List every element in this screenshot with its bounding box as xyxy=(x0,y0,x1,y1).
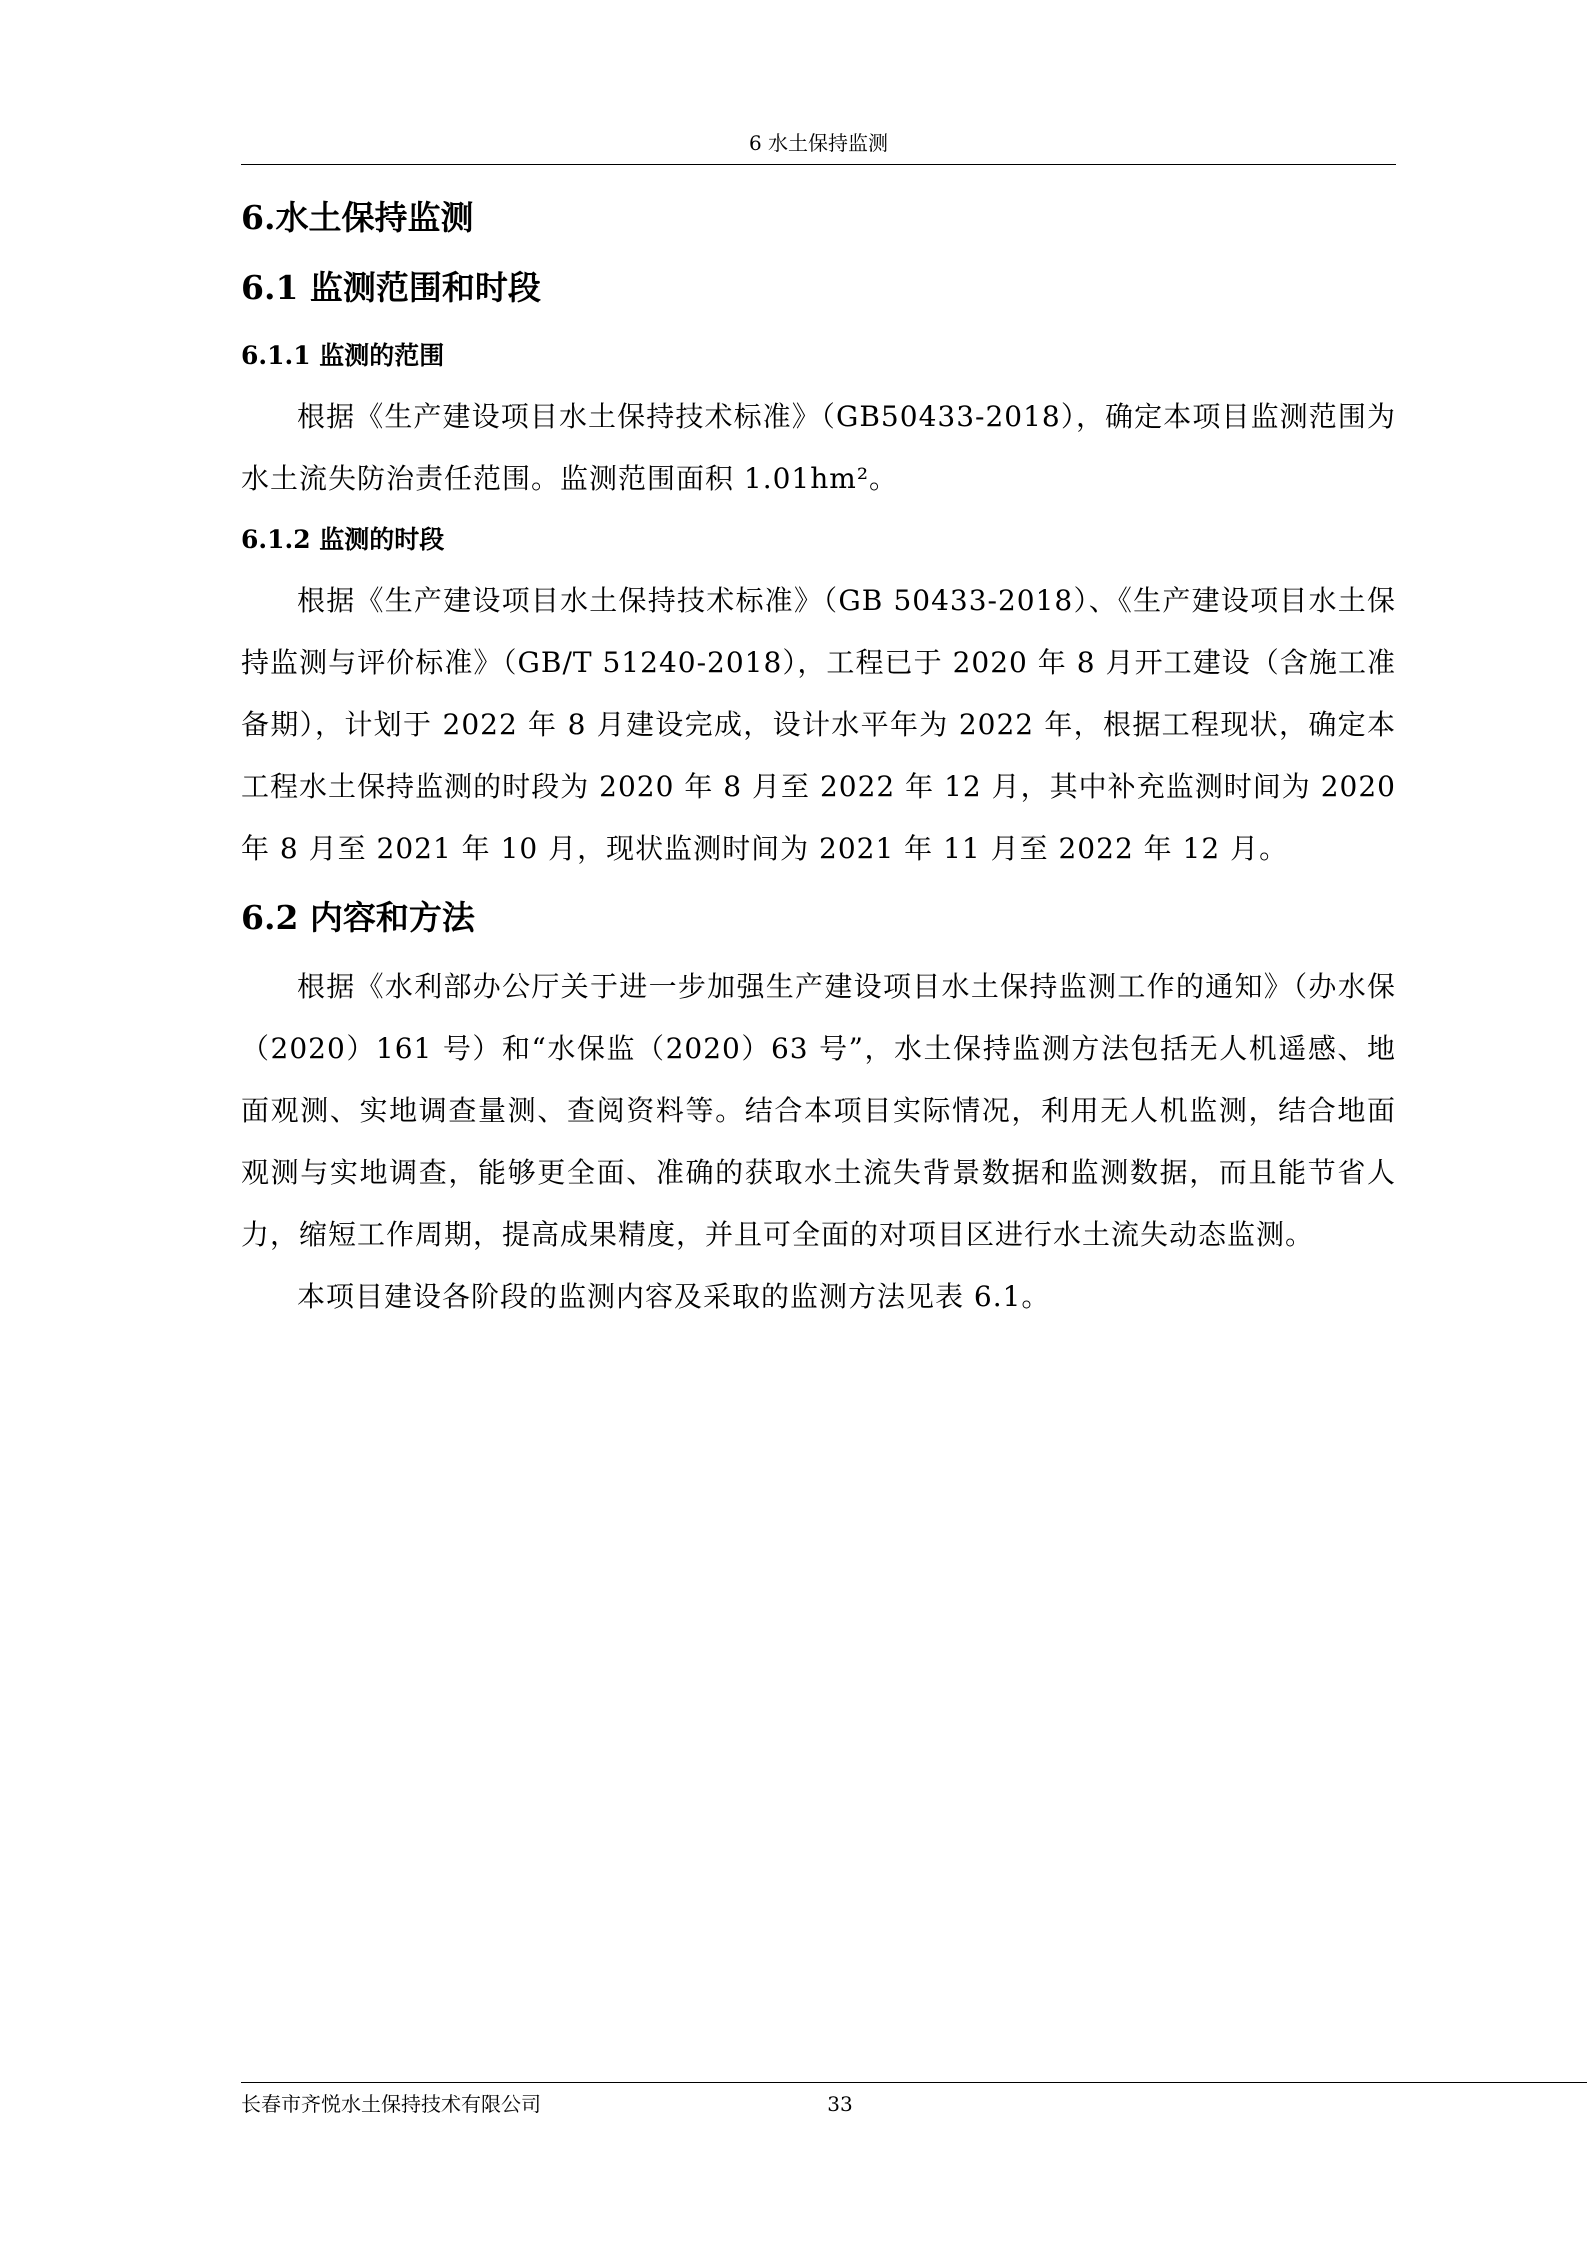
paragraph-monitoring-methods: 根据《水利部办公厅关于进一步加强生产建设项目水土保持监测工作的通知》（办水保（2020）161 号）和“水保监（2020）63 号”，水土保持监测方法包括无人机遥感、地面观测、实地调查量测、查阅资料等。结合本项目实际情况，利用无人机监测，结合地面观测与实地调查，能够更全面、准确的获取水土流失背景数据和监测数据，而且能节省人力，缩短工作周期，提高成果精度，并且可全面的对项目区进行水土流失动态监测。 xyxy=(241,970,1396,1251)
section-heading: 6.水土保持监测 xyxy=(241,198,474,237)
paragraph-monitoring-scope: 根据《生产建设项目水土保持技术标准》（GB50433-2018），确定本项目监测范围为水土流失防治责任范围。监测范围面积 1.01hm²。 xyxy=(241,400,1396,495)
header-rule xyxy=(241,164,1396,165)
page-content xyxy=(241,186,1396,1328)
subsection-heading-6-2: 6.2 内容和方法 xyxy=(241,898,475,937)
subsubsection-heading-6-1-1: 6.1.1 监测的范围 xyxy=(241,341,445,370)
subsection-heading-6-1: 6.1 监测范围和时段 xyxy=(241,268,541,307)
page-number: 33 xyxy=(827,2092,853,2116)
paragraph-table-reference: 本项目建设各阶段的监测内容及采取的监测方法见表 6.1。 xyxy=(297,1280,1051,1313)
subsubsection-heading-6-1-2: 6.1.2 监测的时段 xyxy=(241,525,445,554)
footer-company: 长春市齐悦水土保持技术有限公司 xyxy=(241,2092,541,2116)
paragraph-monitoring-period: 根据《生产建设项目水土保持技术标准》（GB 50433-2018）、《生产建设项目水土保持监测与评价标准》（GB/T 51240-2018），工程已于 2020 年 8 月开工建设（含施工准备期），计划于 2022 年 8 月建设完成，设计水平年为 2022 年，根据工程现状，确定本工程水土保持监测的时段为 2020 年 8 月至 2022 年 12 月，其中补充监测时间为 2020 年 8 月至 2021 年 10 月，现状监测时间为 2021 年 11 月至 2022 年 12 月。 xyxy=(241,584,1396,865)
running-header: 6 水土保持监测 xyxy=(748,131,889,155)
footer-rule xyxy=(241,2082,1587,2083)
